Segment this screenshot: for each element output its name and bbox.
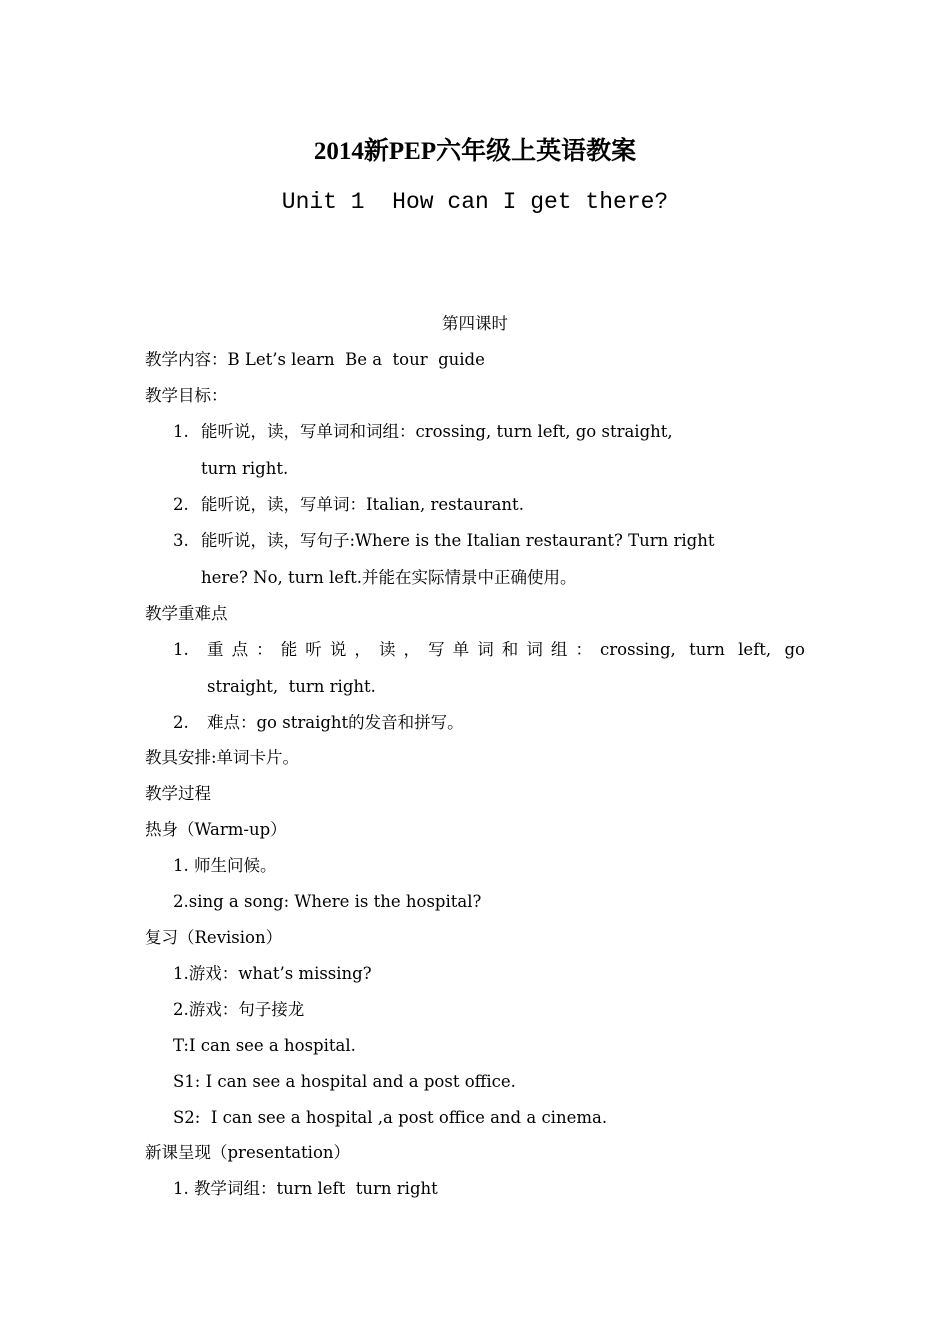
- revision-item: 2.游戏：句子接龙: [173, 1000, 305, 1019]
- key-point-text-continued: straight, turn right.: [207, 677, 376, 696]
- revision-item: 1.游戏：what’s missing?: [173, 964, 372, 983]
- goal-text: 能听说，读，写单词：Italian, restaurant.: [201, 495, 524, 514]
- goal-text: 能听说，读，写句子:Where is the Italian restaurant? Turn right: [201, 531, 715, 550]
- goal-number: 1.: [173, 422, 189, 441]
- presentation-item: 1. 教学词组：turn left turn right: [173, 1179, 438, 1198]
- revision-item: S2: I can see a hospital ,a post office and a cinema.: [173, 1108, 608, 1127]
- lesson-label: 第四课时: [442, 314, 508, 333]
- goal-text-continued: turn right.: [201, 459, 289, 478]
- presentation-heading: 新课呈现（presentation）: [145, 1143, 351, 1162]
- revision-item: T:I can see a hospital.: [173, 1036, 356, 1055]
- warmup-item: 1. 师生问候。: [173, 856, 277, 875]
- unit-title: Unit 1 How can I get there?: [281, 189, 669, 215]
- goals-heading: 教学目标：: [145, 386, 228, 405]
- process-heading: 教学过程: [145, 784, 211, 803]
- teaching-content: 教学内容：B Let’s learn Be a tour guide: [145, 350, 485, 369]
- key-point-text: 难点：go straight的发音和拼写。: [207, 713, 464, 732]
- goal-number: 2.: [173, 495, 189, 514]
- revision-item: S1: I can see a hospital and a post office.: [173, 1072, 516, 1091]
- revision-heading: 复习（Revision）: [145, 928, 283, 947]
- key-point-number: 2.: [173, 713, 189, 732]
- key-point-text: 重点：能听说，读，写单词和词组：crossing, turn left, go: [207, 640, 805, 659]
- key-point-number: 1.: [173, 640, 189, 659]
- goal-text: 能听说，读，写单词和词组：crossing, turn left, go straight,: [201, 422, 673, 441]
- goal-text-continued: here? No, turn left.并能在实际情景中正确使用。: [201, 568, 577, 587]
- teaching-tools: 教具安排:单词卡片。: [145, 748, 300, 767]
- goal-number: 3.: [173, 531, 189, 550]
- warmup-heading: 热身（Warm-up）: [145, 820, 287, 839]
- key-points-heading: 教学重难点: [145, 604, 228, 623]
- warmup-item: 2.sing a song: Where is the hospital?: [173, 892, 482, 911]
- document-title: 2014新PEP六年级上英语教案: [313, 138, 637, 165]
